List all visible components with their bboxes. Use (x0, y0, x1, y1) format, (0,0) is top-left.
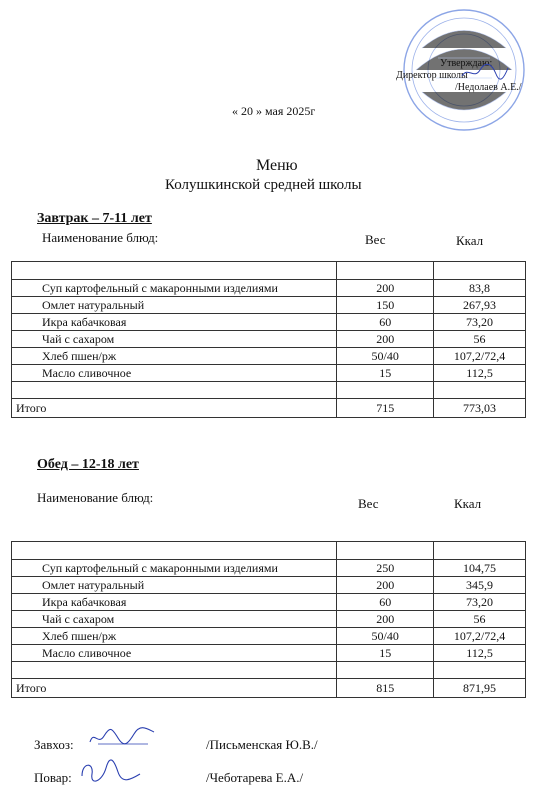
dish-weight: 50/40 (337, 348, 434, 365)
table-row (12, 348, 526, 365)
dish-kcal: 112,5 (434, 645, 526, 662)
cook-signature (78, 756, 144, 786)
total-label: Итого (12, 679, 337, 698)
total-weight: 715 (337, 399, 434, 418)
director-signature (460, 62, 510, 82)
table-row (12, 577, 526, 594)
table-row (12, 297, 526, 314)
dish-weight: 150 (337, 297, 434, 314)
total-row (12, 679, 526, 698)
cook-name: /Чеботарева Е.А./ (206, 770, 304, 785)
total-row (12, 399, 526, 418)
total-kcal: 773,03 (434, 399, 526, 418)
cook-label: Повар: (34, 770, 72, 785)
dish-weight: 200 (337, 331, 434, 348)
total-weight: 815 (337, 679, 434, 698)
dish-kcal: 267,93 (434, 297, 526, 314)
lunch-heading: Обед – 12-18 лет (37, 457, 139, 472)
dish-kcal: 112,5 (434, 365, 526, 382)
breakfast-table (11, 261, 526, 418)
supply-manager-signature (88, 724, 158, 752)
lunch-table (11, 541, 526, 698)
total-label: Итого (12, 399, 337, 418)
table-row (12, 628, 526, 645)
table-row (12, 542, 526, 560)
dish-weight: 15 (337, 645, 434, 662)
page-title: Меню (256, 157, 298, 174)
dish-name: Чай с сахаром (12, 331, 337, 348)
menu-date: « 20 » мая 2025г (232, 104, 316, 118)
dish-name: Суп картофельный с макаронными изделиями (12, 280, 337, 297)
table-row (12, 645, 526, 662)
dish-weight: 200 (337, 280, 434, 297)
dish-kcal: 56 (434, 331, 526, 348)
dish-weight: 15 (337, 365, 434, 382)
dish-name: Хлеб пшен/рж (12, 348, 337, 365)
dish-name: Чай с сахаром (12, 611, 337, 628)
table-row (12, 382, 526, 399)
table-row (12, 611, 526, 628)
approval-line-1: Утверждаю: (440, 58, 493, 69)
dish-kcal: 104,75 (434, 560, 526, 577)
dish-name: Икра кабачковая (12, 594, 337, 611)
dish-name: Масло сливочное (12, 365, 337, 382)
breakfast-col-name: Наименование блюд: (42, 230, 159, 245)
dish-name: Икра кабачковая (12, 314, 337, 331)
dish-kcal: 107,2/72,4 (434, 628, 526, 645)
approval-line-2: Директор школы (396, 70, 468, 81)
dish-weight: 200 (337, 577, 434, 594)
approval-line-3: /Недолаев А.Е./ (455, 82, 522, 93)
lunch-col-name: Наименование блюд: (37, 490, 154, 505)
table-row (12, 331, 526, 348)
dish-kcal: 56 (434, 611, 526, 628)
dish-name: Омлет натуральный (12, 297, 337, 314)
dish-weight: 200 (337, 611, 434, 628)
breakfast-heading: Завтрак – 7-11 лет (37, 211, 152, 226)
dish-name: Омлет натуральный (12, 577, 337, 594)
dish-name: Хлеб пшен/рж (12, 628, 337, 645)
page-subtitle: Колушкинской средней школы (165, 177, 362, 193)
supply-manager-label: Завхоз: (34, 737, 74, 752)
dish-weight: 50/40 (337, 628, 434, 645)
dish-kcal: 107,2/72,4 (434, 348, 526, 365)
table-row (12, 594, 526, 611)
table-row (12, 314, 526, 331)
dish-kcal: 73,20 (434, 594, 526, 611)
table-row (12, 365, 526, 382)
table-row (12, 560, 526, 577)
table-row (12, 280, 526, 297)
breakfast-col-kcal: Ккал (456, 233, 484, 248)
table-row (12, 662, 526, 679)
dish-weight: 60 (337, 594, 434, 611)
lunch-col-weight: Вес (358, 496, 379, 511)
dish-kcal: 83,8 (434, 280, 526, 297)
supply-manager-name: /Письменская Ю.В./ (206, 737, 318, 752)
dish-weight: 250 (337, 560, 434, 577)
lunch-col-kcal: Ккал (454, 496, 482, 511)
total-kcal: 871,95 (434, 679, 526, 698)
dish-name: Суп картофельный с макаронными изделиями (12, 560, 337, 577)
breakfast-col-weight: Вес (365, 232, 386, 247)
dish-kcal: 345,9 (434, 577, 526, 594)
table-row (12, 262, 526, 280)
dish-weight: 60 (337, 314, 434, 331)
dish-kcal: 73,20 (434, 314, 526, 331)
dish-name: Масло сливочное (12, 645, 337, 662)
